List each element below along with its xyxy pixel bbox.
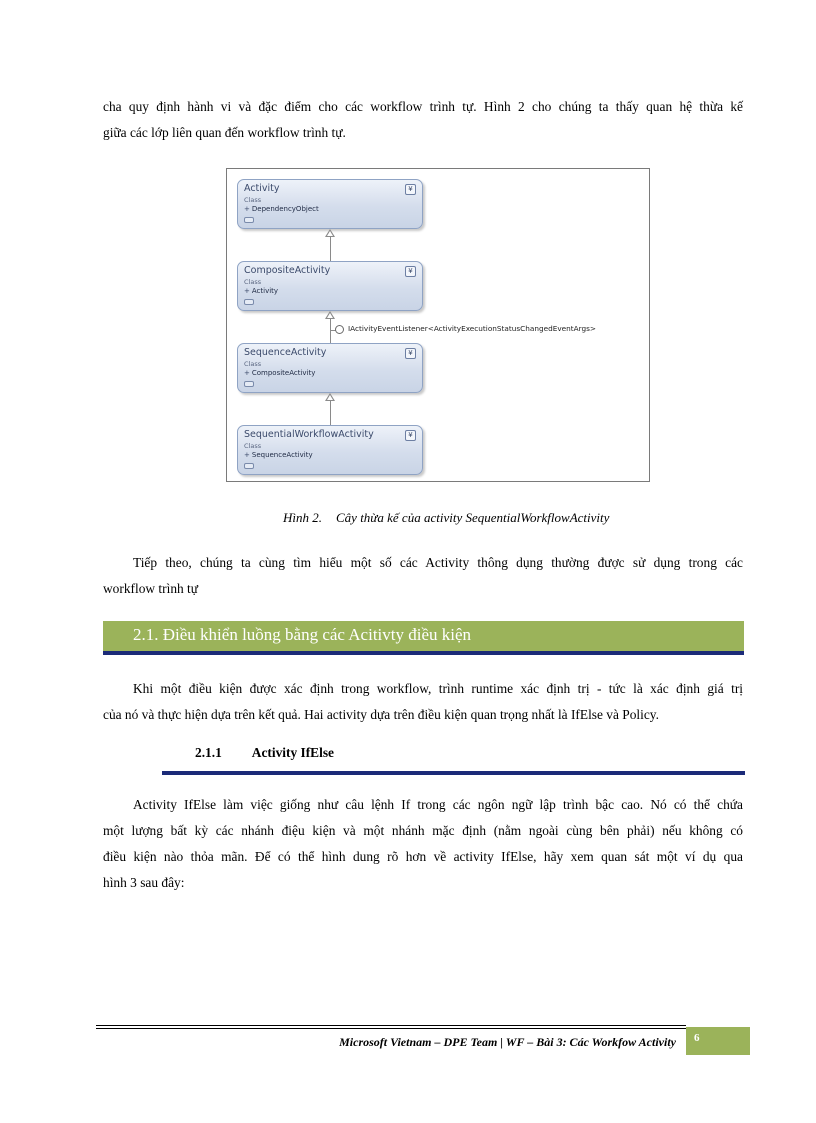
- class-base: [244, 205, 319, 213]
- collapse-toggle-icon[interactable]: ¥: [405, 430, 416, 441]
- expand-members-icon[interactable]: [244, 381, 254, 387]
- condition-line-2: của nó và thực hiện dựa trên kết quả. Hai activity dựa trên điều kiện quan trọng nhất là IfElse và Policy.: [103, 707, 659, 722]
- class-box-sequence-activity: [237, 343, 423, 393]
- subsection-number: 2.1.1: [195, 745, 222, 760]
- collapse-toggle-icon[interactable]: ¥: [405, 348, 416, 359]
- collapse-toggle-icon[interactable]: ¥: [405, 266, 416, 277]
- class-kind: Class: [244, 442, 262, 450]
- ifelse-line-1: Activity IfElse làm việc giống như câu lệnh If trong các ngôn ngữ lập trình bậc cao. Nó có thể chứa: [133, 797, 743, 812]
- class-name: CompositeActivity: [244, 265, 331, 276]
- ifelse-line-4: hình 3 sau đây:: [103, 875, 185, 890]
- class-base: [244, 369, 315, 377]
- expand-members-icon[interactable]: [244, 299, 254, 305]
- section-heading-bar: [103, 621, 744, 655]
- class-box-composite-activity: [237, 261, 423, 311]
- inherit-arrow-icon: +: [244, 205, 250, 213]
- class-base: [244, 287, 278, 295]
- footer-text: Microsoft Vietnam – DPE Team | WF – Bài 3: Các Workfow Activity: [339, 1035, 676, 1049]
- subsection-rule: [162, 771, 745, 775]
- interface-lollipop-icon: [335, 325, 344, 334]
- expand-members-icon[interactable]: [244, 217, 254, 223]
- next-paragraph: [103, 550, 743, 602]
- next-line-1: Tiếp theo, chúng ta cùng tìm hiểu một số các Activity thông dụng thường được sử dụng trong các: [133, 555, 743, 570]
- footer-rule: [96, 1025, 686, 1026]
- class-kind: Class: [244, 196, 262, 204]
- class-kind: Class: [244, 278, 262, 286]
- class-diagram-figure: [226, 168, 650, 482]
- class-name: Activity: [244, 183, 280, 194]
- intro-line-1: cha quy định hành vi và đặc điểm cho các workflow trình tự. Hình 2 cho chúng ta thấy quan hệ thừa kế: [103, 99, 743, 114]
- footer-rule-secondary: [96, 1028, 686, 1029]
- class-name: SequentialWorkflowActivity: [244, 429, 374, 440]
- class-base-name: Activity: [251, 287, 279, 295]
- expand-members-icon[interactable]: [244, 463, 254, 469]
- inherit-arrow-icon: +: [244, 369, 250, 377]
- collapse-toggle-icon[interactable]: ¥: [405, 184, 416, 195]
- figure-caption: [283, 510, 609, 526]
- inheritance-connector: [330, 400, 331, 425]
- ifelse-line-2: một lượng bất kỳ các nhánh điệu kiện và một nhánh mặc định (nằm ngoài cùng bên phải) nếu không có: [103, 823, 743, 838]
- class-base-name: DependencyObject: [251, 205, 319, 213]
- class-base-name: SequenceActivity: [251, 451, 313, 459]
- caption-text: Cây thừa kế của activity SequentialWorkflowActivity: [336, 510, 610, 525]
- next-line-2: workflow trình tự: [103, 581, 199, 596]
- inherit-arrow-icon: +: [244, 451, 250, 459]
- subsection-title: Activity IfElse: [251, 745, 334, 760]
- ifelse-paragraph: [103, 792, 743, 896]
- inheritance-connector: [330, 236, 331, 261]
- interface-label: IActivityEventListener<ActivityExecutionStatusChangedEventArgs>: [348, 324, 597, 333]
- class-base-name: CompositeActivity: [251, 369, 316, 377]
- intro-line-2: giữa các lớp liên quan đến workflow trình tự.: [103, 125, 346, 140]
- subsection-heading: [195, 745, 334, 761]
- ifelse-line-3: điều kiện nào thỏa mãn. Để có thể hình dung rõ hơn về activity IfElse, hãy xem quan sát một ví dụ qua: [103, 849, 743, 864]
- class-box-sequential-workflow-activity: [237, 425, 423, 475]
- condition-line-1: Khi một điều kiện được xác định trong workflow, trình runtime xác định trị - tức là xác định giá trị: [133, 681, 743, 696]
- page-number: 6: [694, 1032, 700, 1044]
- page-number-box: [686, 1027, 750, 1055]
- section-heading-rule: [103, 651, 744, 655]
- inherit-arrow-icon: +: [244, 287, 250, 295]
- caption-number: Hình 2.: [283, 510, 322, 525]
- class-box-activity: [237, 179, 423, 229]
- class-base: [244, 451, 313, 459]
- section-heading: 2.1. Điều khiển luồng bằng các Acitivty điều kiện: [133, 625, 472, 644]
- intro-paragraph: [103, 94, 743, 146]
- condition-paragraph: [103, 676, 743, 728]
- class-kind: Class: [244, 360, 262, 368]
- class-name: SequenceActivity: [244, 347, 327, 358]
